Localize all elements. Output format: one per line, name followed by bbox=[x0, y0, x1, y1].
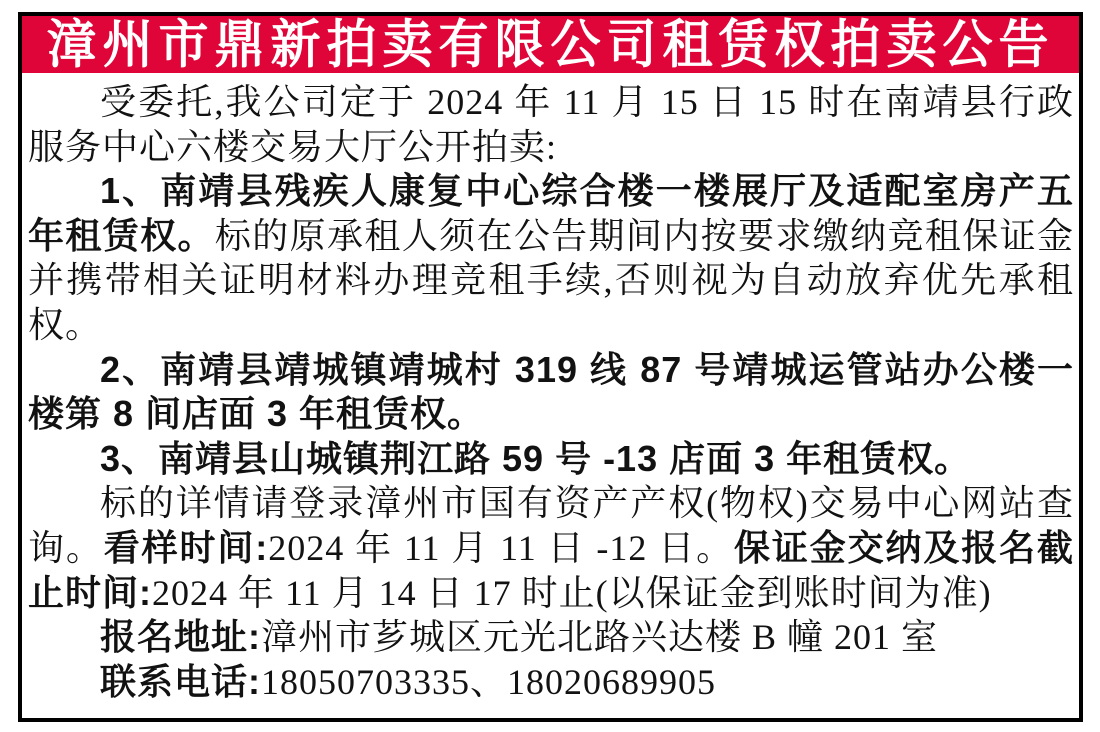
intro-paragraph bbox=[28, 80, 1074, 169]
deposit-deadline-label: 保证金交纳及报名截止时间: bbox=[28, 526, 1074, 613]
registration-address-paragraph bbox=[28, 615, 1074, 660]
announcement-body bbox=[22, 73, 1079, 718]
lot-1-paragraph bbox=[28, 169, 1074, 347]
lot-3-headline: 3、南靖县山城镇荆江路 59 号 -13 店面 3 年租赁权。 bbox=[100, 437, 972, 479]
lot-2-headline: 2、南靖县靖城镇靖城村 319 线 87 号靖城运管站办公楼一楼第 8 间店面 3 年租赁权。 bbox=[28, 348, 1074, 435]
registration-address-value: 漳州市芗城区元光北路兴达楼 B 幢 201 室 bbox=[261, 617, 939, 658]
deposit-deadline-value: 2024 年 11 月 14 日 17 时止(以保证金到账时间为准) bbox=[152, 572, 992, 613]
viewing-time-value: 2024 年 11 月 11 日 -12 日。 bbox=[268, 527, 735, 568]
announcement-frame bbox=[18, 12, 1083, 722]
details-lead: 标的详情请登录漳州市国有资产产权(物权)交易中心网站查询。 bbox=[28, 483, 1074, 568]
title-banner bbox=[22, 16, 1079, 73]
announcement-title: 漳州市鼎新拍卖有限公司租赁权拍卖公告 bbox=[46, 15, 1055, 74]
lot-3-paragraph bbox=[28, 437, 1074, 482]
contact-phone-paragraph bbox=[28, 660, 1074, 705]
contact-phone-label: 联系电话: bbox=[100, 660, 261, 702]
details-paragraph bbox=[28, 481, 1074, 615]
lot-1-note: 标的原承租人须在公告期间内按要求缴纳竞租保证金并携带相关证明材料办理竞租手续,否则视为自动放弃优先承租权。 bbox=[28, 215, 1074, 345]
intro-text: 受委托,我公司定于 2024 年 11 月 15 日 15 时在南靖县行政服务中心六楼交易大厅公开拍卖: bbox=[28, 82, 1074, 167]
lot-2-paragraph bbox=[28, 348, 1074, 437]
contact-phone-value: 18050703335、18020689905 bbox=[261, 661, 716, 702]
viewing-time-label: 看样时间: bbox=[103, 526, 269, 568]
lot-1-headline: 1、南靖县残疾人康复中心综合楼一楼展厅及适配室房产五年租赁权。 bbox=[28, 170, 1074, 256]
registration-address-label: 报名地址: bbox=[100, 616, 261, 658]
